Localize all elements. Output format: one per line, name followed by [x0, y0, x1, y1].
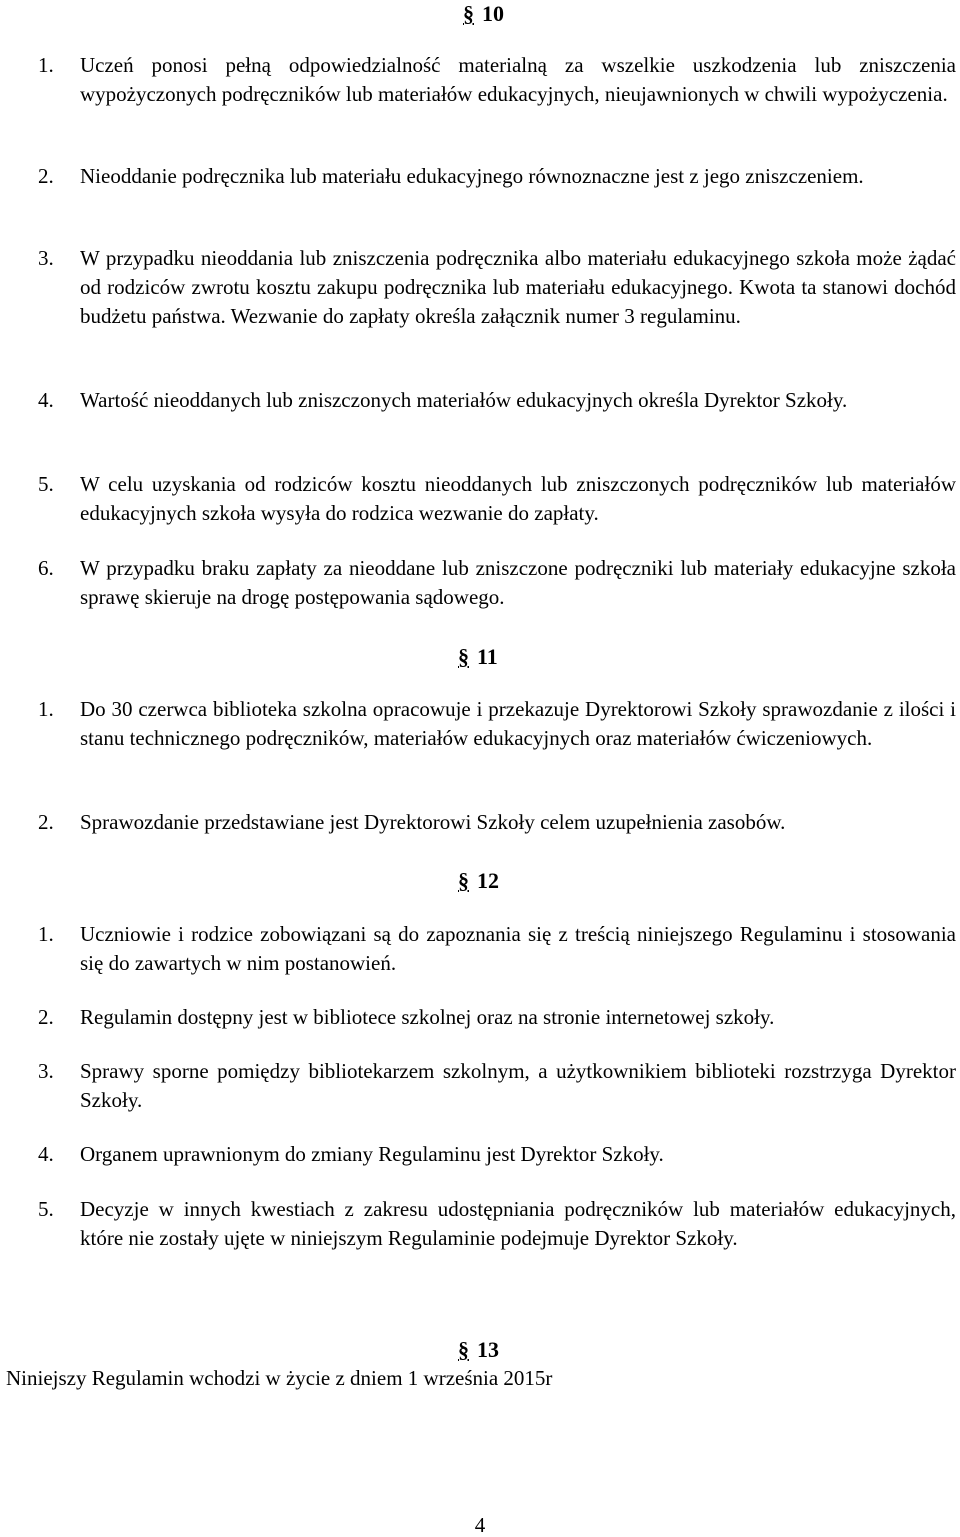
item-number: 1. — [38, 697, 54, 721]
section-heading-11 — [458, 644, 498, 670]
list-item — [38, 1195, 956, 1253]
item-number: 2. — [38, 164, 54, 188]
section-sign: § — [463, 1, 474, 26]
item-text: Regulamin dostępny jest w bibliotece szkolnej oraz na stronie internetowej szkoły. — [80, 1005, 775, 1029]
effective-date-text: Niniejszy Regulamin wchodzi w życie z dniem 1 września 2015r — [6, 1366, 553, 1390]
item-number: 5. — [38, 472, 54, 496]
item-text: Nieoddanie podręcznika lub materiału edukacyjnego równoznaczne jest z jego zniszczeniem. — [80, 164, 864, 188]
item-text: Wartość nieoddanych lub zniszczonych materiałów edukacyjnych określa Dyrektor Szkoły. — [80, 388, 848, 412]
item-text: Uczeń ponosi pełną odpowiedzialność materialną za wszelkie uszkodzenia lub zniszczenia wypożyczonych podręczników lub materiałów edukacyjnych, nieujawnionych w chwili wypożyczenia. — [80, 53, 956, 106]
list-item — [38, 470, 956, 528]
item-text: W celu uzyskania od rodziców kosztu nieoddanych lub zniszczonych podręczników lub materiałów edukacyjnych szkoła wysyła do rodzica wezwanie do zapłaty. — [80, 472, 956, 525]
item-number: 6. — [38, 556, 54, 580]
section-sign: § — [458, 644, 469, 669]
item-number: 1. — [38, 922, 54, 946]
item-text: W przypadku braku zapłaty za nieoddane lub zniszczone podręczniki lub materiały edukacyjne szkoła sprawę skieruje na drogę postępowania sądowego. — [80, 556, 956, 609]
item-number: 3. — [38, 1059, 54, 1083]
list-item — [38, 554, 956, 612]
list-item — [38, 162, 956, 191]
item-number: 4. — [38, 388, 54, 412]
list-item — [38, 808, 956, 837]
section-heading-13 — [458, 1337, 499, 1363]
item-text: Sprawy sporne pomiędzy bibliotekarzem szkolnym, a użytkownikiem biblioteki rozstrzyga Dyrektor Szkoły. — [80, 1059, 956, 1112]
item-number: 1. — [38, 53, 54, 77]
item-number: 4. — [38, 1142, 54, 1166]
list-item — [38, 695, 956, 753]
item-number: 2. — [38, 1005, 54, 1029]
item-number: 5. — [38, 1197, 54, 1221]
section-sign: § — [458, 1337, 469, 1362]
item-text: Do 30 czerwca biblioteka szkolna opracowuje i przekazuje Dyrektorowi Szkoły sprawozdanie z ilości i stanu technicznego podręczników, materiałów edukacyjnych oraz materiałów ćwiczeniowych. — [80, 697, 956, 750]
section-number: 11 — [477, 644, 498, 669]
section-number: 13 — [477, 1337, 499, 1362]
item-text: W przypadku nieoddania lub zniszczenia podręcznika albo materiału edukacyjnego szkoła może żądać od rodziców zwrotu kosztu zakupu podręcznika lub materiału edukacyjnego. Kwota ta stanowi dochód budżetu państwa. Wezwanie do zapłaty określa załącznik numer 3 regulaminu. — [80, 246, 956, 328]
item-text: Decyzje w innych kwestiach z zakresu udostępniania podręczników lub materiałów edukacyjnych, które nie zostały ujęte w niniejszym Regulaminie podejmuje Dyrektor Szkoły. — [80, 1197, 956, 1250]
item-number: 3. — [38, 246, 54, 270]
item-text: Sprawozdanie przedstawiane jest Dyrektorowi Szkoły celem uzupełnienia zasobów. — [80, 810, 786, 834]
list-item — [38, 1057, 956, 1115]
list-item — [38, 920, 956, 978]
list-item — [38, 244, 956, 331]
item-text: Organem uprawnionym do zmiany Regulaminu jest Dyrektor Szkoły. — [80, 1142, 664, 1166]
item-number: 2. — [38, 810, 54, 834]
list-item — [38, 386, 956, 415]
list-item — [38, 1003, 956, 1032]
item-text: Uczniowie i rodzice zobowiązani są do zapoznania się z treścią niniejszego Regulaminu i stosowania się do zawartych w nim postanowień. — [80, 922, 956, 975]
list-item — [38, 1140, 956, 1169]
section-heading-12 — [458, 868, 499, 894]
section-sign: § — [458, 868, 469, 893]
section-heading-10 — [463, 1, 504, 27]
list-item — [38, 51, 956, 109]
section-number: 12 — [477, 868, 499, 893]
section-number: 10 — [482, 1, 504, 26]
page-number: 4 — [474, 1513, 486, 1537]
